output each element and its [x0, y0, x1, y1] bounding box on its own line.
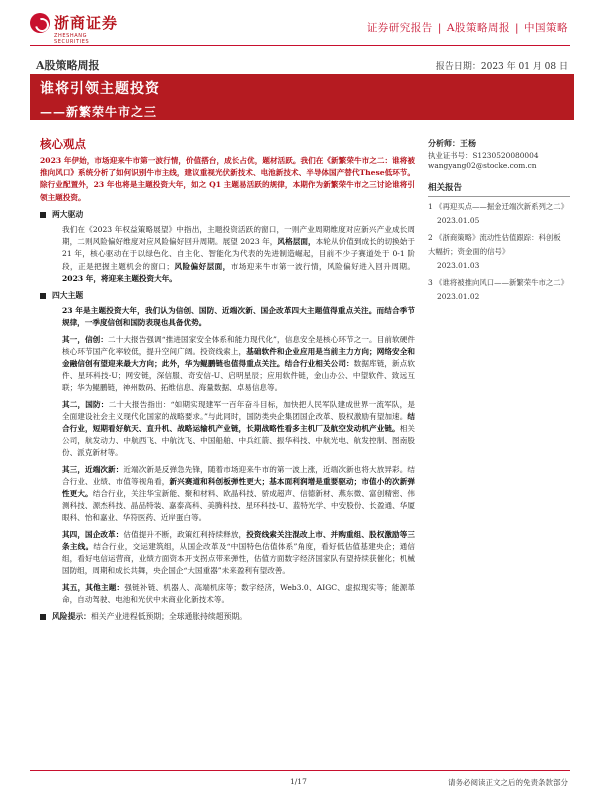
theme-label: 其五，其他主题： [62, 582, 125, 592]
core-heading: 核心观点 [40, 137, 86, 151]
logo-text: 浙商证券 [54, 14, 119, 32]
theme-new-listings [40, 464, 415, 525]
square-bullet-icon [40, 212, 46, 218]
square-bullet-icon [40, 293, 46, 299]
text: 我们在《2023 年权益策略展望》中指出，主题投资活跃的窗口，一则产业周期维度对应新兴产业成长周期，二则风险偏好维度对应风险偏好回升周期。展望 2023 年， [62, 225, 415, 247]
logo-subtext: ZHESHANG SECURITIES [54, 33, 90, 45]
title-banner [30, 74, 574, 120]
theme-other [40, 582, 415, 606]
bold-text: 风格层面， [277, 237, 316, 247]
related-report-item[interactable] [428, 231, 568, 273]
main-content [40, 155, 415, 626]
text: 强链补链、机器人、高端机床等；数字经济，Web3.0、AIGC、虚拟现实等；能源革命，自动驾驶、电池和光伏中未商业化新技术等。 [62, 582, 415, 604]
related-report-title: 2 《浙商策略》流动性估值跟踪：科创板大幅折；资金面的信号》 [428, 233, 561, 256]
text: 数据库链，新点软件、星环科技-U；网安链，深信服、奇安信-U、启明星辰；应用软件链，金山办公、中望软件、致远互联；华为鲲鹏链，神州数码、拓维信息、海量数据、卓易信息等。 [62, 359, 415, 393]
related-report-title: 1 《再迎买点——掘金迁端次新系列之二》 [428, 202, 569, 211]
text: 市场迎来牛市第一波行情，风险偏好进入回升周期。 [230, 261, 416, 271]
analyst-name: 分析师：王杨 [428, 138, 476, 148]
disclaimer-note: 请务必阅读正文之后的免责条款部分 [448, 778, 568, 787]
page-subtitle: ——新繁荣牛市之三 [40, 105, 158, 119]
related-report-date: 2023.01.03 [437, 261, 480, 270]
section-four-themes [40, 290, 415, 302]
related-report-item[interactable] [428, 200, 568, 228]
footer-divider [30, 770, 570, 771]
page-title: 谁将引领主题投资 [40, 81, 160, 97]
analyst-license: 执业证书号：S1230520080004 [428, 151, 539, 160]
header-divider [30, 45, 570, 46]
related-report-date: 2023.01.05 [437, 216, 480, 225]
theme-defense [40, 399, 415, 460]
themes-lead: 23 年是主题投资大年，我们认为信创、国防、近端次新、国企改革四大主题值得重点关注。而结合季节规律，一季度信创和国防表现也具备优势。 [62, 306, 415, 328]
text: 近端次新是反弹急先锋，随着市场迎来牛市的第一波上涨，近端次新也将大放异彩。结合行业、业绩、市值等视角看， [62, 464, 415, 486]
bold-text: 风险偏好层面， [174, 261, 231, 271]
risk-warning [40, 611, 415, 623]
bold-text: 基础软件和企业应用是当前主力方向；网络安全和金融信创有望迎来最大方向；此外，华为鲲鹏链也值得重点关注。结合行业相关公司： [62, 346, 415, 369]
bold-text: 投资线索关注混改上市、并购重组、股权激励等三条主线。 [62, 529, 415, 551]
bold-text: 新兴赛道和科创板弹性更大；基本面利润增是重要驱动；市值小的次新弹性更大。 [62, 476, 416, 499]
text: 相关公司，航发动力、中航西飞、中航沈飞、中国船舶、中兵红箭、振华科技、中航光电、航发控制、图南股份、派克新材等。 [62, 424, 416, 458]
breadcrumb-item: A股策略周报 [446, 22, 510, 34]
drivers-paragraph [40, 224, 415, 285]
theme-label: 其四，国企改革： [62, 529, 124, 539]
text: 二十大报告强调“推进国家安全体系和能力现代化”，信息安全是核心环节之一。目前软硬件核心环节国产化率较低，提升空间广阔。投资线索上， [62, 334, 416, 356]
breadcrumb-separator: | [514, 22, 519, 34]
brand-logo [30, 12, 119, 45]
theme-label: 其二，国防： [62, 399, 109, 409]
report-type: A股策略周报 [36, 59, 100, 72]
related-report-item[interactable] [428, 276, 568, 304]
report-date: 报告日期：2023 年 01 月 08 日 [435, 62, 568, 72]
related-reports-heading: 相关报告 [428, 183, 463, 193]
related-reports-list [428, 200, 568, 307]
theme-label: 其一，信创： [62, 334, 109, 344]
related-report-date: 2023.01.02 [437, 292, 480, 301]
intro-text: 2023 年伊始，市场迎来牛市第一波行情，价值搭台，成长占优，题材活跃。我们在《新繁荣牛市之二：谁将被推向风口》系统分析了如何识别牛市主线，建议重视光伏新技术、电池新技术、半导体国产替代These低环节。除行业配置外，23 年也将是主题投资大年，如之 Q1 主题易活跃的规律，本期作为新繁荣牛市之三讨论谁将引领主题投资。 [40, 156, 415, 202]
text: 结合行业，关注华宝新能、聚和材料、欧晶科技、骄成超声、信德新材、燕东微、富创精密、伟测科技、源杰科技、晶品特装、嘉泰高科、美腾科技、星环科技-U、蓝特光学、中安股份、长盈通、华厦眼科、怡和嘉业、华符医药、近岸蛋白等。 [62, 489, 415, 523]
text: 本轮从价值到成长的切换始于 21 年，核心驱动在于以绿色化、自主化、智能化为代表的先进制造崛起，目前不少子赛道处于 0-1 阶段，正是把握主题机会的窗口； [62, 237, 416, 271]
breadcrumb [367, 20, 568, 35]
risk-label: 风险提示： [52, 611, 91, 621]
breadcrumb-item: 证券研究报告 [366, 22, 433, 34]
text: 估值提升不断，政策红利持续释放， [123, 529, 247, 539]
page-number: 1/17 [290, 777, 307, 786]
related-divider [428, 196, 570, 197]
intro-paragraph [40, 155, 415, 204]
logo-mark-icon [30, 13, 50, 33]
risk-text: 相关产业进程低预期；全球通胀持续超预期。 [90, 611, 247, 621]
bold-text: 2023 年，将迎来主题投资大年。 [62, 273, 177, 283]
breadcrumb-separator: | [437, 22, 442, 34]
section-two-drivers [40, 209, 415, 221]
text: 结合行业，交运建筑组，从国企改革及“中国特色估值体系”角度，看好低估值基建央企；通信组，看好电信运营商，业绩方面资本开支拐点带来弹性，估值方面数字经济国家队有望持续获催化；机械国防组，周期和成长共舞，央企国企“大国重器”未来盈利有望改善。 [62, 541, 416, 576]
bold-text: 结合行业，短期看好航天、直升机、战略运输机产业链，长期战略性看多主机厂及航空发动机产业链。 [62, 411, 415, 434]
related-report-title: 3 《谁将被推向风口——新繁荣牛市之二》 [428, 278, 569, 287]
theme-label: 其三，近端次新： [62, 464, 124, 474]
theme-soe-reform [40, 529, 415, 578]
theme-xinchuang [40, 334, 415, 395]
breadcrumb-item: 中国策略 [524, 22, 568, 34]
text: 二十大报告指出：“如期实现建军一百年奋斗目标，加快把人民军队建成世界一流军队，是全面建设社会主义现代化国家的战略要求。”与此同时，国防类央企集团国企改革、股权激励有望加速。 [62, 399, 416, 421]
section-title: 四大主题 [52, 291, 84, 301]
analyst-email[interactable]: wangyang02@stocke.com.cn [428, 161, 537, 170]
section-title: 两大驱动 [52, 209, 84, 219]
square-bullet-icon [40, 614, 46, 620]
